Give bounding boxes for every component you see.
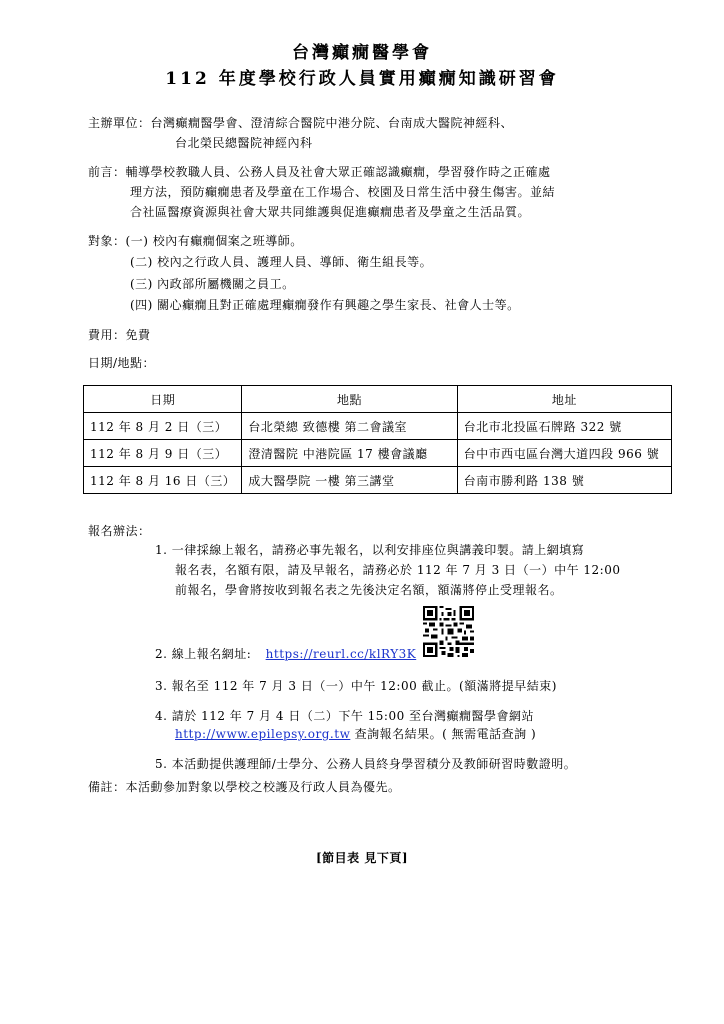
row-address: 台北市北投區石牌路 322 號	[457, 413, 671, 440]
audience-item-2: (二) 校內之行政人員、護理人員、導師、衛生組長等。	[130, 255, 433, 269]
fee-text: 費用：免費	[88, 328, 151, 342]
row-address: 台中市西屯區台灣大道四段 966 號	[457, 440, 671, 467]
audience-item-1: (一) 校內有癲癇個案之班導師。	[125, 234, 303, 248]
header-address: 地址	[457, 386, 671, 413]
date-place-label: 日期/地點：	[88, 356, 156, 370]
table-row	[84, 440, 672, 467]
preface-line-2: 理方法，預防癲癇患者及學童在工作場合、校園及日常生活中發生傷害。並結	[130, 185, 556, 199]
row-date: 112 年 8 月 2 日（三）	[84, 413, 242, 440]
reg-item-1-line-2: 報名表，名額有限，請及早報名，請務必於 112 年 7 月 3 日（一）中午 12:00	[175, 563, 621, 577]
table-row	[84, 467, 672, 494]
registration-label: 報名辦法：	[88, 524, 151, 538]
reg-item-4-tail: 查詢報名結果。( 無需電話查詢 )	[350, 727, 537, 741]
org-title: 台灣癲癇醫學會	[292, 43, 432, 63]
table-row	[84, 413, 672, 440]
registration-url-link[interactable]: https://reurl.cc/klRY3K	[265, 647, 417, 661]
reg-item-1-line-1: 1. 一律採線上報名，請務必事先報名，以利安排座位與講義印製。請上網填寫	[155, 543, 585, 557]
reg-item-4-line-1: 4. 請於 112 年 7 月 4 日（二）下午 15:00 至台灣癲癇醫學會網站	[155, 709, 535, 723]
row-venue: 澄清醫院 中港院區 17 樓會議廳	[242, 440, 457, 467]
row-venue: 台北榮總 致德樓 第二會議室	[242, 413, 457, 440]
event-title: 112 年度學校行政人員實用癲癇知識研習會	[165, 69, 559, 89]
audience-item-4: (四) 關心癲癇且對正確處理癲癇發作有興趣之學生家長、社會人士等。	[130, 298, 520, 312]
header-venue: 地點	[242, 386, 457, 413]
reg-item-2	[155, 644, 416, 664]
audience-item-3: (三) 內政部所屬機關之員工。	[130, 277, 295, 291]
organizers-label: 主辦單位：	[88, 116, 151, 130]
preface-line-1	[88, 162, 551, 182]
footer-note: [節目表 見下頁]	[315, 851, 409, 865]
schedule-table	[83, 385, 672, 494]
reg-item-3: 3. 報名至 112 年 7 月 3 日（一）中午 12:00 截止。(額滿將提早結束)	[155, 679, 557, 693]
row-date: 112 年 8 月 16 日（三）	[84, 467, 242, 494]
reg-item-1-line-3: 前報名，學會將按收到報名表之先後決定名額，額滿將停止受理報名。	[175, 583, 563, 597]
organizers-line-2: 台北榮民總醫院神經內科	[175, 136, 313, 150]
reg-url-label: 2. 線上報名網址:	[155, 647, 252, 661]
table-header-row	[84, 386, 672, 413]
row-venue: 成大醫學院 一樓 第三講堂	[242, 467, 457, 494]
remark-text: 備註：本活動參加對象以學校之校護及行政人員為優先。	[88, 780, 401, 794]
header-date: 日期	[84, 386, 242, 413]
preface-label: 前言：	[88, 165, 126, 179]
organizers-text-1: 台灣癲癇醫學會、澄清綜合醫院中港分院、台南成大醫院神經科、	[150, 116, 514, 130]
reg-item-4-line-2	[175, 724, 536, 744]
epilepsy-website-link[interactable]: http://www.epilepsy.org.tw	[175, 727, 351, 741]
row-date: 112 年 8 月 9 日（三）	[84, 440, 242, 467]
preface-text-1: 輔導學校教職人員、公務人員及社會大眾正確認識癲癇，學習發作時之正確處	[125, 165, 551, 179]
preface-line-3: 合社區醫療資源與社會大眾共同維護與促進癲癇患者及學童之生活品質。	[130, 205, 531, 219]
audience-line-1	[88, 231, 303, 251]
qr-code-icon	[423, 606, 474, 657]
audience-label: 對象：	[88, 234, 126, 248]
reg-item-5: 5. 本活動提供護理師/士學分、公務人員終身學習積分及教師研習時數證明。	[155, 757, 577, 771]
row-address: 台南市勝利路 138 號	[457, 467, 671, 494]
organizers-line-1	[88, 113, 513, 133]
